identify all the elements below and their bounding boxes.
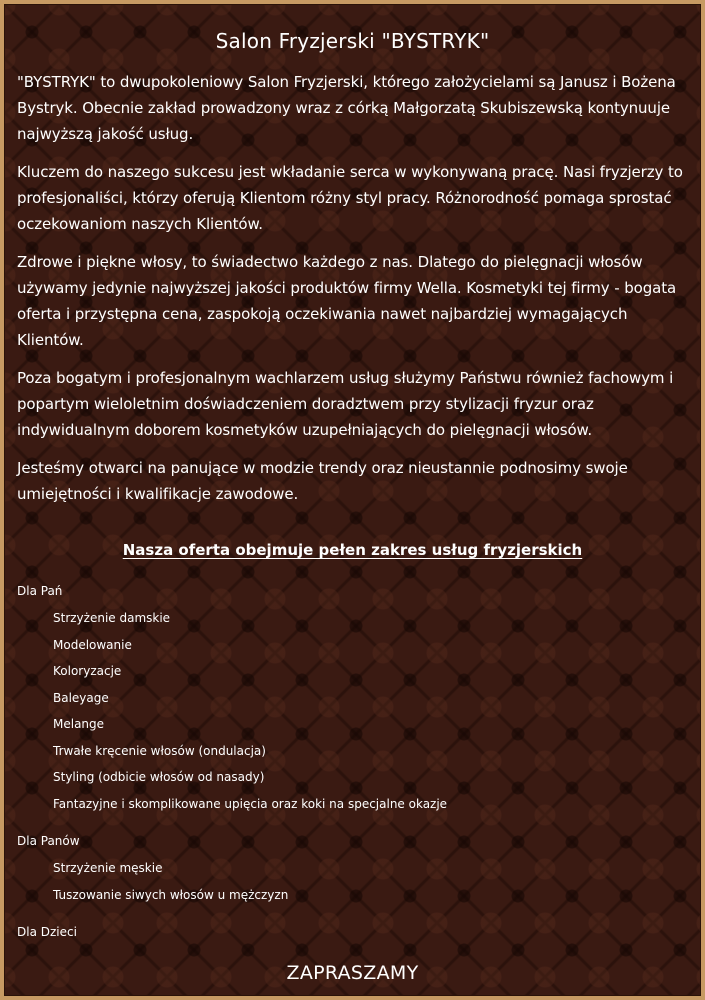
service-item: Melange	[53, 717, 105, 731]
service-list	[17, 605, 689, 817]
service-item: Trwałe kręcenie włosów (ondulacja)	[53, 743, 266, 758]
category-title: Dla Pań	[17, 584, 63, 598]
category-title: Dla Dzieci	[17, 925, 77, 939]
footer-invitation: ZAPRASZAMY	[286, 962, 419, 984]
offer-list	[17, 581, 689, 956]
service-item: Styling (odbicie włosów od nasady)	[53, 770, 265, 784]
service-item: Baleyage	[53, 690, 109, 705]
paragraph: Zdrowe i piękne włosy, to świadectwo każdego z nas. Dlatego do pielęgnacji włosów używamy jedynie najwyższej jakości produktów firmy Wella. Kosmetyki tej firmy - bogata oferta i przystępna cena, zaspokoją oczekiwania nawet najbardziej wymagających Klientów.	[17, 253, 677, 349]
category-kids	[17, 922, 689, 942]
service-item: Fantazyjne i skomplikowane upięcia oraz koki na specjalne okazje	[53, 796, 448, 811]
offer-heading: Nasza oferta obejmuje pełen zakres usług fryzjerskich	[122, 541, 583, 559]
service-item: Strzyżenie damskie	[53, 611, 171, 625]
service-list	[17, 855, 689, 908]
content-panel	[4, 4, 701, 996]
category-men	[17, 831, 689, 908]
intro-text	[17, 69, 689, 519]
service-item: Strzyżenie męskie	[53, 861, 163, 875]
paragraph: Poza bogatym i profesjonalnym wachlarzem usług służymy Państwu również fachowym i popartym wieloletnim doświadczeniem doradztwem przy stylizacji fryzur oraz indywidualnym doborem kosmetyków uzupełniających do pielęgnacji włosów.	[17, 369, 674, 439]
paragraph: "BYSTRYK" to dwupokoleniowy Salon Fryzjerski, którego założycielami są Janusz i Bożena Bystryk. Obecnie zakład prowadzony wraz z córką Małgorzatą Skubiszewską kontynuuje najwyższą jakość usług.	[17, 73, 676, 143]
service-item: Tuszowanie siwych włosów u mężczyzn	[53, 887, 289, 902]
service-item: Modelowanie	[53, 637, 132, 652]
paragraph: Jesteśmy otwarci na panujące w modzie trendy oraz nieustannie podnosimy swoje umiejętności i kwalifikacje zawodowe.	[17, 459, 628, 503]
service-item: Koloryzacje	[53, 664, 122, 678]
paragraph: Kluczem do naszego sukcesu jest wkładanie serca w wykonywaną pracę. Nasi fryzjerzy to profesjonaliści, którzy oferują Klientom różny styl pracy. Różnorodność pomaga sprostać oczekowaniom naszych Klientów.	[17, 163, 683, 233]
page-title: Salon Fryzjerski "BYSTRYK"	[215, 29, 490, 53]
category-title: Dla Panów	[17, 834, 80, 848]
category-women	[17, 581, 689, 817]
